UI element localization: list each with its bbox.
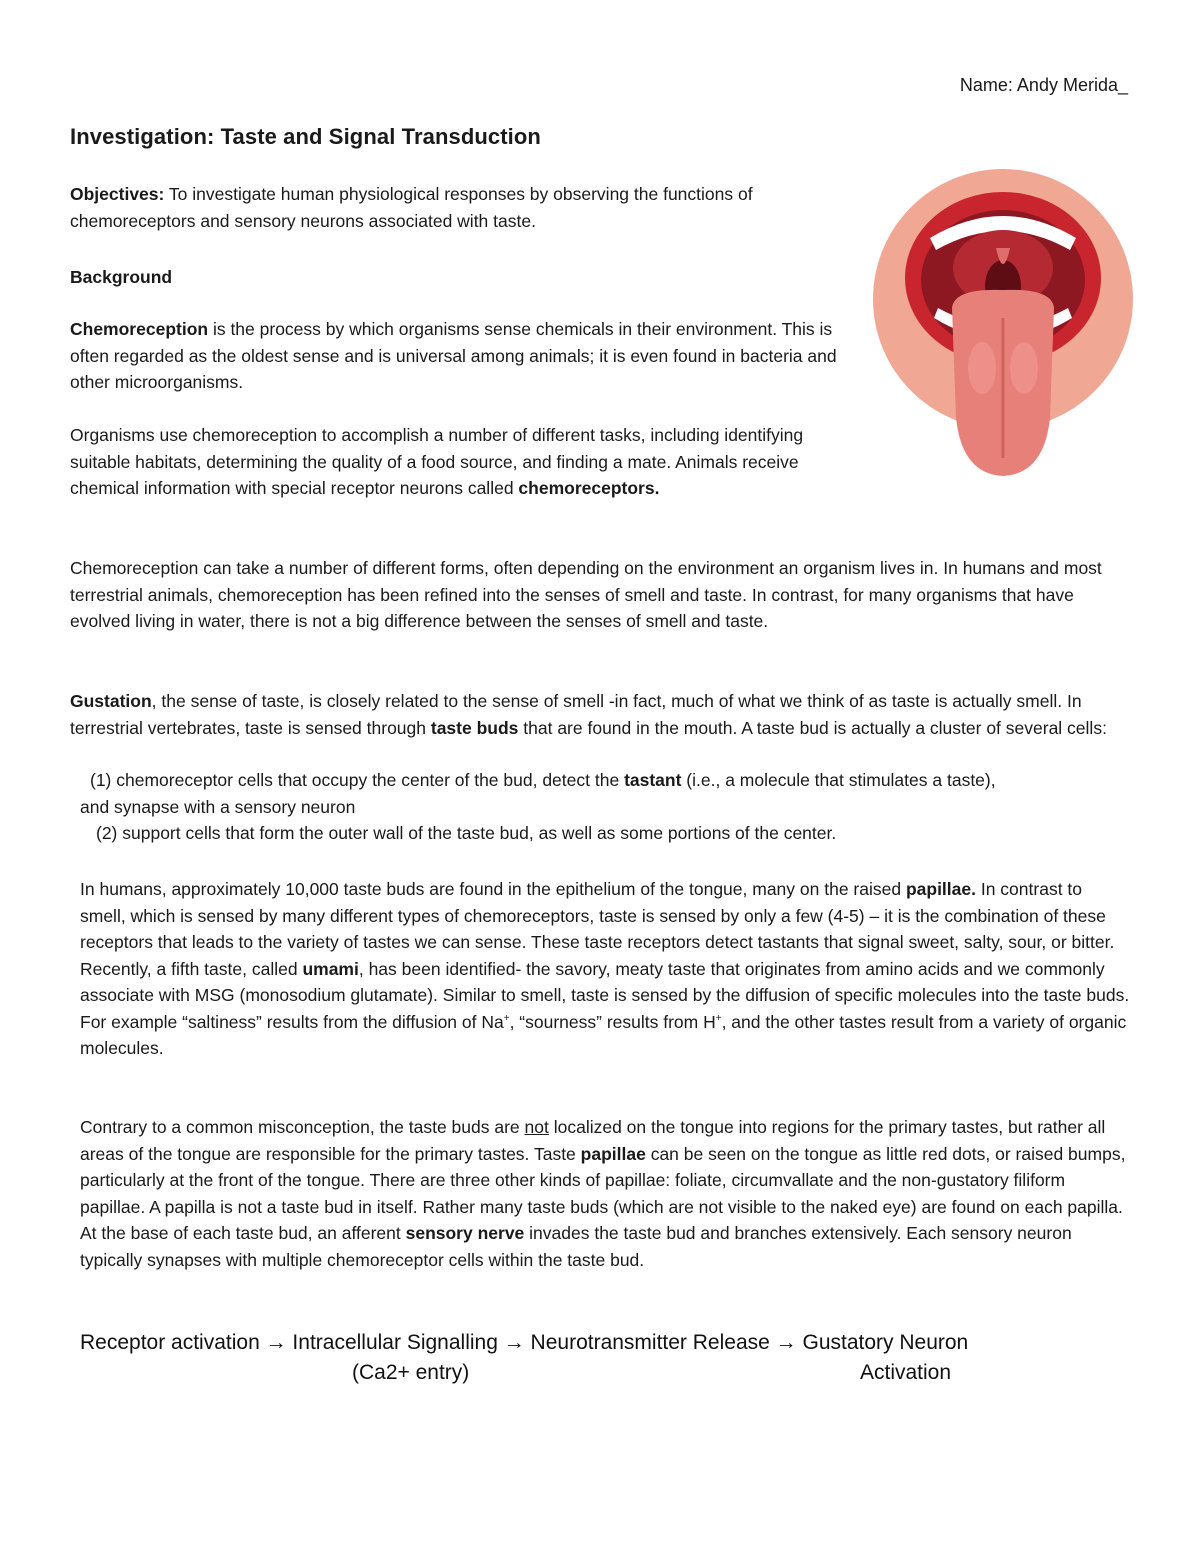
gustation-paragraph: Gustation, the sense of taste, is closely related to the sense of smell -in fact, much of what we think of as taste is actually smell. In terrestrial vertebrates, taste is sensed through taste buds that are found in the mouth. A taste bud is actually a cluster of several cells: <box>70 691 1107 738</box>
signal-pathway: Receptor activation → Intracellular Signalling → Neurotransmitter Release → Gustatory Neuron <box>80 1331 969 1354</box>
pathway-activation: Activation <box>860 1361 952 1384</box>
background-heading: Background <box>70 267 173 287</box>
cell-list-item-1-cont: and synapse with a sensory neuron <box>80 797 356 817</box>
objectives-label: Objectives: <box>70 184 165 204</box>
tongue-illustration <box>872 168 1134 488</box>
cell-list-item-1: (1) chemoreceptor cells that occupy the center of the bud, detect the tastant (i.e., a molecule that stimulates a taste), <box>90 770 996 790</box>
objectives-paragraph <box>70 181 840 234</box>
objectives-text: To investigate human physiological responses by observing the functions of chemoreceptors and sensory neurons associated with taste. <box>70 184 753 231</box>
student-name: Name: Andy Merida_ <box>959 75 1128 95</box>
forms-paragraph: Chemoreception can take a number of different forms, often depending on the environment an organism lives in. In humans and most terrestrial animals, chemoreception has been refined into the senses of smell and taste. In contrast, for many organisms that have evolved living in water, there is not a big difference between the senses of smell and taste. <box>70 558 1102 631</box>
organisms-paragraph: Organisms use chemoreception to accomplish a number of different tasks, including identifying suitable habitats, determining the quality of a food source, and finding a mate. Animals receive chemical information with special receptor neurons called chemoreceptors. <box>70 425 804 498</box>
misconception-paragraph: Contrary to a common misconception, the taste buds are not localized on the tongue into regions for the primary tastes, but rather all areas of the tongue are responsible for the primary tastes. Taste papillae can be seen on the tongue as little red dots, or raised bumps, particularly at the front of the tongue. There are three other kinds of papillae: foliate, circumvallate and the non-gustatory filiform papillae. A papilla is not a taste bud in itself. Rather many taste buds (which are not visible to the naked eye) are found on each papilla. At the base of each taste bud, an afferent sensory nerve invades the taste bud and branches extensively. Each sensory neuron typically synapses with multiple chemoreceptor cells within the taste bud. <box>80 1117 1126 1270</box>
chemoreception-paragraph: Chemoreception is the process by which organisms sense chemicals in their environment. This is often regarded as the oldest sense and is universal among animals; it is even found in bacteria and other microorganisms. <box>70 319 837 392</box>
cell-list-item-2: (2) support cells that form the outer wall of the taste bud, as well as some portions of the center. <box>96 823 837 843</box>
taste-buds-paragraph: In humans, approximately 10,000 taste buds are found in the epithelium of the tongue, many on the raised papillae. In contrast to smell, which is sensed by many different types of chemoreceptors, taste is sensed by only a few (4-5) – it is the combination of these receptors that leads to the variety of tastes we can sense. These taste receptors detect tastants that signal sweet, salty, sour, or bitter. Recently, a fifth taste, called umami, has been identified- the savory, meaty taste that originates from amino acids and we commonly associate with MSG (monosodium glutamate). Similar to smell, taste is sensed by the diffusion of specific molecules into the taste buds. For example “saltiness” results from the diffusion of Na+, “sourness” results from H+, and the other tastes result from a variety of organic molecules. <box>80 879 1130 1058</box>
mouth-tongue-icon <box>872 168 1134 488</box>
pathway-ca-entry: (Ca2+ entry) <box>352 1361 470 1384</box>
page-title: Investigation: Taste and Signal Transduction <box>70 124 541 149</box>
